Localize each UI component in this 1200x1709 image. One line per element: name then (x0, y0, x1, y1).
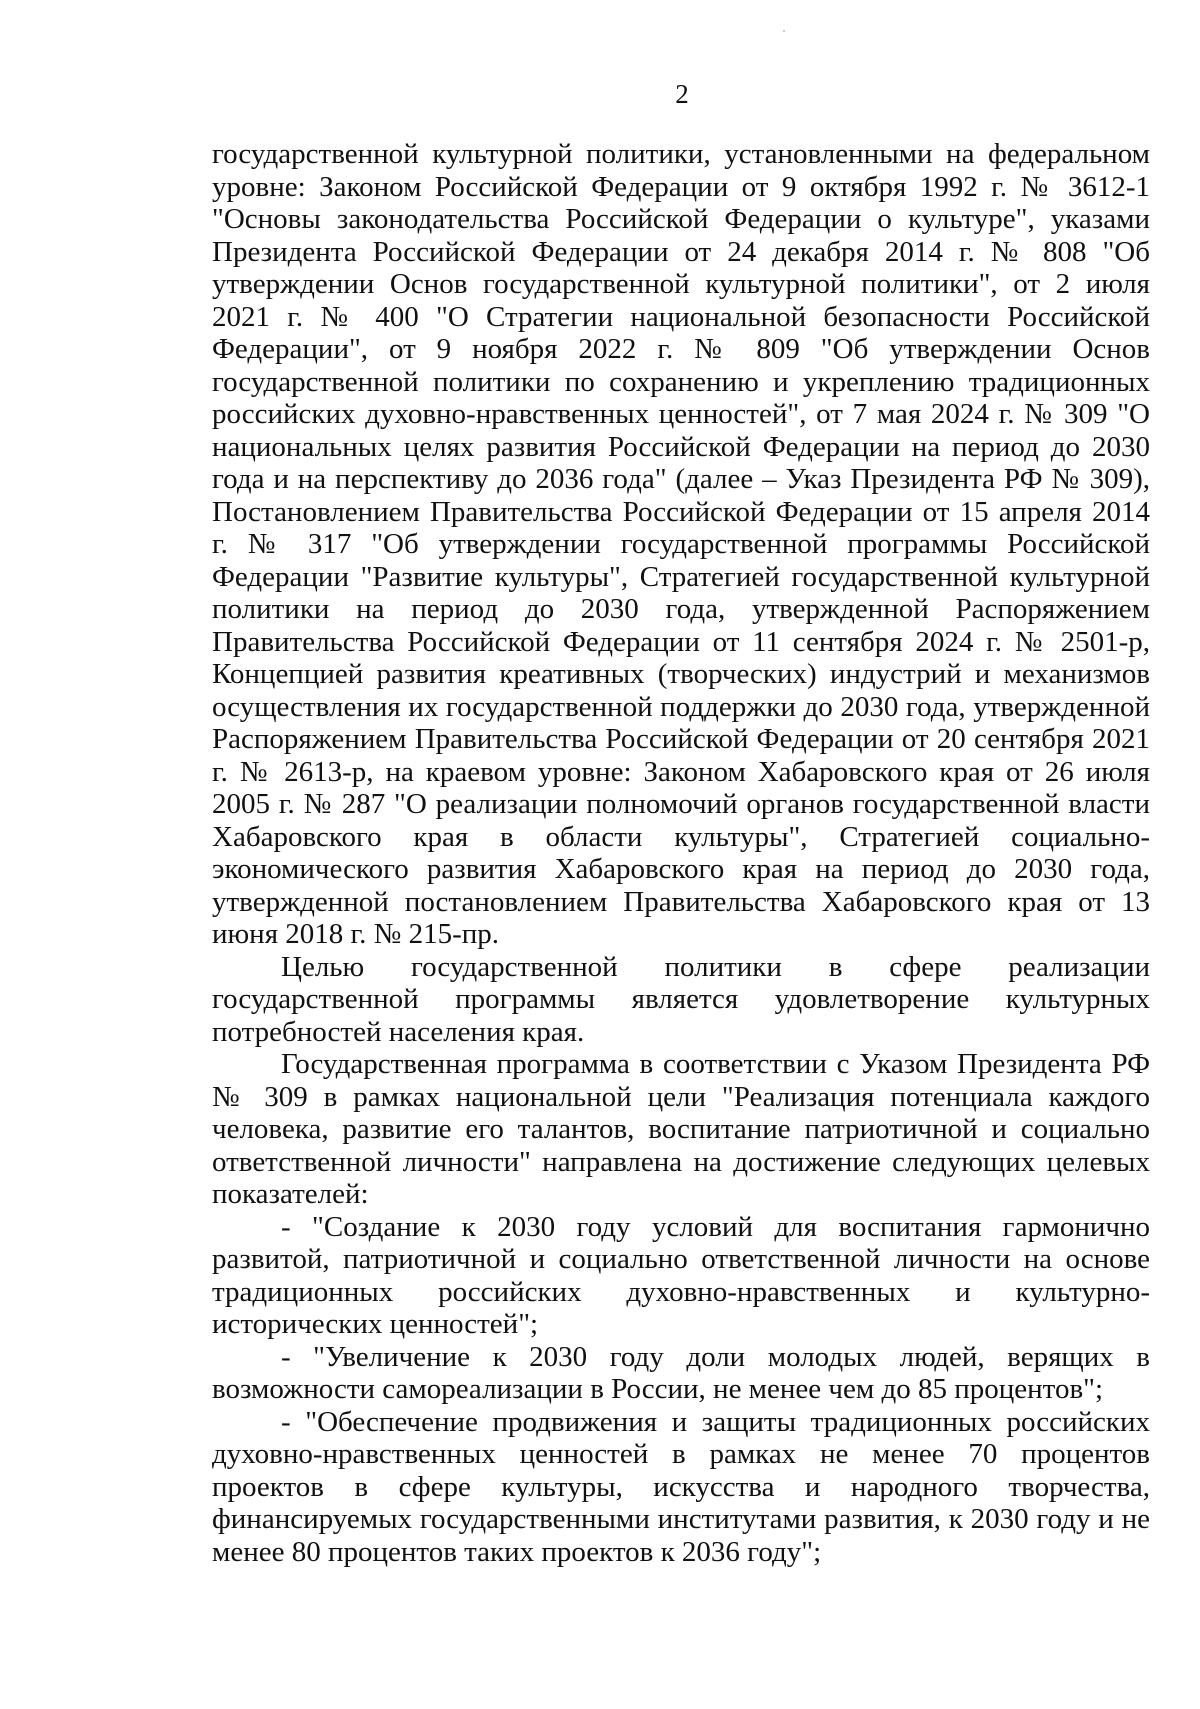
list-item-target-2: - "Увеличение к 2030 году доли молодых людей, верящих в возможности самореализации в России, не менее чем до 85 процентов"; (212, 1340, 1150, 1405)
paragraph-program-targets: Государственная программа в соответствии с Указом Президента РФ № 309 в рамках национальной цели "Реализация потенциала каждого человека, развитие его талантов, воспитание патриотичной и социально ответственной личности" направлена на достижение следующих целевых показателей: (212, 1048, 1150, 1210)
list-item-target-3: - "Обеспечение продвижения и защиты традиционных российских духовно-нравственных ценностей в рамках не менее 70 процентов проектов в сфере культуры, искусства и народного творчества, финансируемых государственными институтами развития, к 2030 году и не менее 80 процентов таких проектов к 2036 году"; (212, 1405, 1150, 1568)
scan-speck (783, 30, 785, 32)
page-number: 2 (675, 79, 689, 109)
list-item-target-1: - "Создание к 2030 году условий для воспитания гармонично развитой, патриотичной и социально ответственной личности на основе традиционных российских духовно-нравственных и культурно-исторических ценностей"; (212, 1210, 1150, 1340)
paragraph-policy-goal: Целью государственной политики в сфере реализации государственной программы является удовлетворение культурных потребностей населения края. (212, 950, 1150, 1048)
paragraph-legal-basis: государственной культурной политики, установленными на федеральном уровне: Законом Российской Федерации от 9 октября 1992 г. № 3612-1 "Основы законодательства Российской Федерации о культуре", указами Президента Российской Федерации от 24 декабря 2014 г. № 808 "Об утверждении Основ государственной культурной политики", от 2 июля 2021 г. № 400 "О Стратегии национальной безопасности Российской Федерации", от 9 ноября 2022 г. № 809 "Об утверждении Основ государственной политики по сохранению и укреплению традиционных российских духовно-нравственных ценностей", от 7 мая 2024 г. № 309 "О национальных целях развития Российской Федерации на период до 2030 года и на перспективу до 2036 года" (далее – Указ Президента РФ № 309), Постановлением Правительства Российской Федерации от 15 апреля 2014 г. № 317 "Об утверждении государственной программы Российской Федерации "Развитие культуры", Стратегией государственной культурной политики на период до 2030 года, утвержденной Распоряжением Правительства Российской Федерации от 11 сентября 2024 г. № 2501-р, Концепцией развития креативных (творческих) индустрий и механизмов осуществления их государственной поддержки до 2030 года, утвержденной Распоряжением Правительства Российской Федерации от 20 сентября 2021 г. № 2613-р, на краевом уровне: Законом Хабаровского края от 26 июля 2005 г. № 287 "О реализации полномочий органов государственной власти Хабаровского края в области культуры", Стратегией социально-экономического развития Хабаровского края на период до 2030 года, утвержденной постановлением Правительства Хабаровского края от 13 июня 2018 г. № 215-пр. (212, 138, 1150, 950)
document-body (212, 138, 1150, 1568)
